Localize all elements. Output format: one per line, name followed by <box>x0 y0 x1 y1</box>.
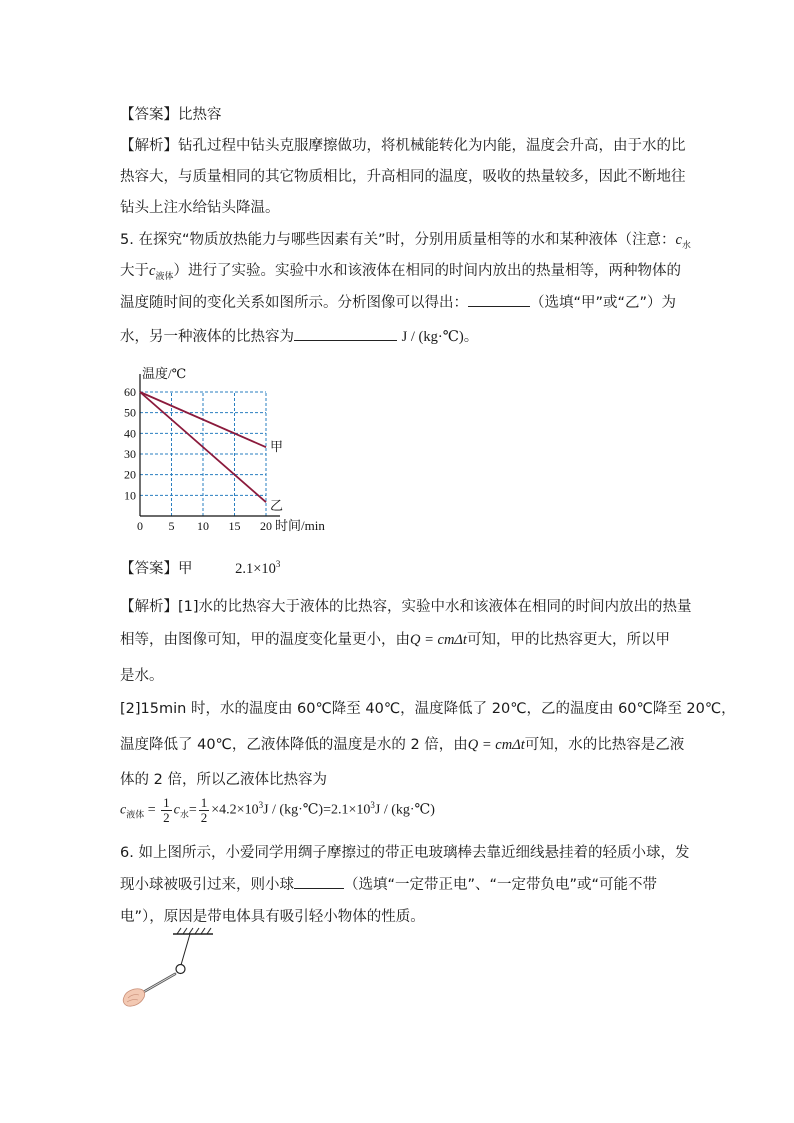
fraction-half-2: $\frac{1}{2}$ <box>200 795 208 825</box>
x-tick-label: 15 <box>228 519 241 533</box>
q5-analysis-line-4: [2]15min 时，水的温度由 60℃降至 40℃，温度降低了 20℃，乙的温度由 60℃降至 20℃， <box>120 701 736 717</box>
series-label: 乙 <box>270 498 284 514</box>
q5-analysis-line-3: 是水。 <box>120 668 164 684</box>
hand-icon <box>123 989 144 1006</box>
chart-grid <box>140 392 266 516</box>
q5-final-formula: $c_{液体}$ = $\frac{1}{2}$ $c_水=$ $\frac{1}{2}$ $\times 4.2\times 10^3J$ / $(kg\cdot℃)=2.1\times 10^3J$ / (kg·℃) <box>120 795 435 825</box>
charged-rod-pendulum-illustration <box>118 925 218 1015</box>
q5-stem-line-4: 水，另一种液体的比热容为 J / (kg·℃)。 <box>120 325 478 346</box>
chart-ticks <box>124 385 272 533</box>
chart-x-axis-label: 时间/min <box>275 518 325 533</box>
q4-analysis-line-3: 钻头上注水给钻头降温。 <box>120 200 280 216</box>
q6-blank[interactable] <box>294 874 344 889</box>
x-tick-label: 5 <box>168 519 175 533</box>
q4-answer: 【答案】比热容 <box>120 107 222 123</box>
y-tick-label: 20 <box>124 467 136 482</box>
chart-y-axis-label: 温度/℃ <box>142 366 187 381</box>
series-label: 甲 <box>270 439 284 455</box>
q6-stem-line-2: 现小球被吸引过来，则小球 （选填“一定带正电”、“一定带负电”或“可能不带 <box>120 873 657 894</box>
y-tick-label: 50 <box>124 405 136 420</box>
q5-stem-line-3: 温度随时间的变化关系如图所示。分析图像可以得出： （选填“甲”或“乙”）为 <box>120 291 676 312</box>
fraction-half: $\frac{1}{2}$ <box>163 795 170 825</box>
q6-stem-line-1: 6. 如上图所示，小爱同学用绸子摩擦过的带正电玻璃棒去靠近细线悬挂着的轻质小球，发 <box>120 845 690 861</box>
q5-answer: 【答案】甲 $2.1\times 10^3$ <box>120 559 281 577</box>
ceiling-support-icon <box>173 928 213 934</box>
q5-blank-1[interactable] <box>468 292 530 307</box>
y-tick-label: 40 <box>124 426 136 441</box>
x-tick-label: 10 <box>197 519 209 533</box>
q5-blank-2[interactable] <box>294 326 397 341</box>
q4-analysis-line-1: 【解析】钻孔过程中钻头克服摩擦做功，将机械能转化为内能，温度会升高，由于水的比 <box>120 138 686 154</box>
y-tick-label: 60 <box>124 385 136 399</box>
q5-analysis-line-6: 体的 2 倍，所以乙液体比热容为 <box>120 772 327 788</box>
q5-analysis-line-1: 【解析】[1]水的比热容大于液体的比热容，实验中水和该液体在相同的时间内放出的热量 <box>120 599 692 615</box>
q5-stem-line-2: 大于$c_{液体}$）进行了实验。实验中水和该液体在相同的时间内放出的热量相等，两种物体的 <box>120 263 681 282</box>
q5-stem-line-1: 5. 在探究“物质放热能力与哪些因素有关”时，分别用质量相等的水和某种液体（注意：$c_水$ <box>120 232 691 251</box>
x-tick-label: 0 <box>137 519 143 533</box>
string <box>181 934 190 965</box>
y-tick-label: 30 <box>124 447 136 461</box>
q6-stem-line-3: 电”），原因是带电体具有吸引轻小物体的性质。 <box>120 909 425 925</box>
q5-analysis-line-2: 相等，由图像可知，甲的温度变化量更小，由Q = cmΔt可知，甲的比热容更大，所以甲 <box>120 632 670 648</box>
q4-analysis-line-2: 热容大，与质量相同的其它物质相比，升高相同的温度，吸收的热量较多，因此不断地往 <box>120 169 686 185</box>
q5-analysis-line-5: 温度降低了 40℃，乙液体降低的温度是水的 2 倍，由Q = cmΔt可知，水的比热容是乙液 <box>120 737 685 753</box>
x-tick-label: 20 <box>260 519 272 533</box>
y-tick-label: 10 <box>124 488 136 503</box>
temperature-time-chart <box>118 362 348 540</box>
light-ball-icon <box>176 965 185 974</box>
